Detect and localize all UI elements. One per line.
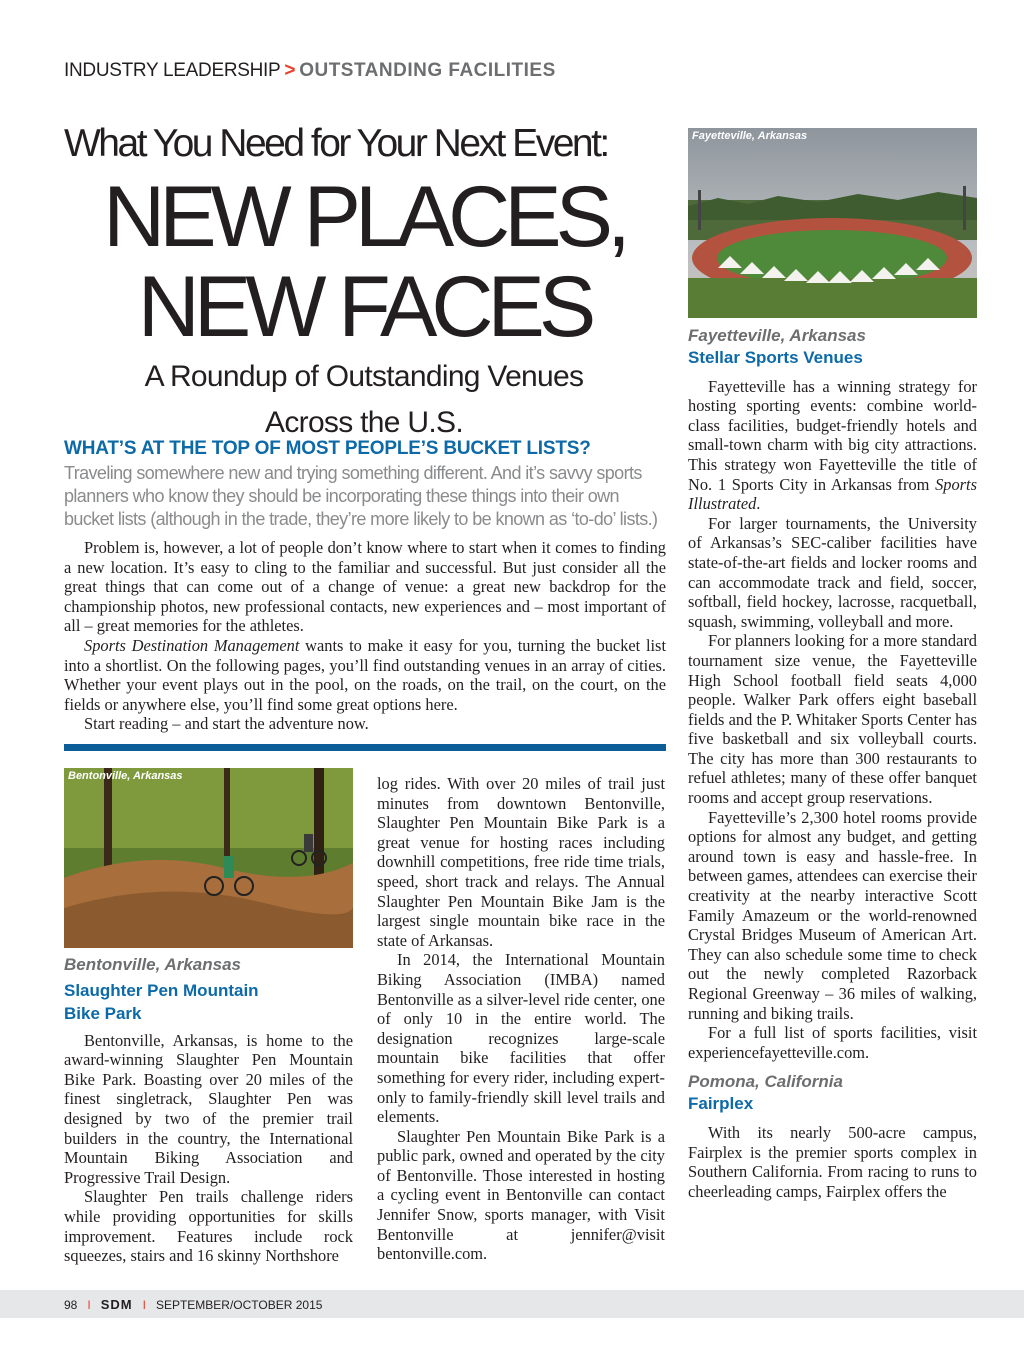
bentonville-column-1 (64, 955, 353, 1266)
body-paragraph: For larger tournaments, the University of Arkansas’s SEC-caliber facilities have state-of-the-art fields and locker rooms and can accommodate track and field, soccer, softball, field hockey, lacrosse, racquetball, squash, swimming, volleyball and more. (688, 513, 977, 631)
photo-caption: Bentonville, Arkansas (68, 770, 183, 782)
page-number: 98 (64, 1297, 78, 1312)
fayetteville-column (688, 326, 977, 1201)
body-paragraph: Fayetteville has a winning strategy for hosting sporting events: combine world-class facilities, budget-friendly hotels and small-town charm with big city attractions. This strategy won Fayetteville the title of No. 1 Sports City in Arkansas from Sports Illustrated. (688, 376, 977, 514)
publication-name: Sports Illustrated (688, 474, 977, 514)
section-label: INDUSTRY LEADERSHIP (64, 60, 281, 81)
title-line-2: NEW FACES (137, 259, 591, 355)
venue-name: Slaughter Pen Mountain (64, 980, 259, 1000)
venue-name: Stellar Sports Venues (688, 347, 863, 367)
magazine-logo: SDM (100, 1297, 133, 1312)
body-paragraph: For a full list of sports facilities, visit experiencefayetteville.com. (688, 1023, 977, 1062)
breadcrumb-separator: > (284, 60, 296, 81)
intro-paragraph: Sports Destination Management wants to make it easy for you, turning the bucket list into a shortlist. On the following pages, you’ll find outstanding venues in an array of cities. Whether your event plays out in the pool, on the roads, on the trail, on the court, on the fields or anywhere else, you’ll find some great options here. (64, 635, 666, 714)
article-title-block (64, 118, 664, 442)
bentonville-bike-photo (64, 768, 353, 948)
intro-body (64, 538, 666, 734)
location-label: Bentonville, Arkansas (64, 955, 241, 974)
footer-divider: I (142, 1297, 146, 1312)
location-label: Pomona, California (688, 1072, 843, 1092)
photo-caption: Fayetteville, Arkansas (692, 130, 808, 142)
subtitle-line-2: Across the U.S. (265, 406, 463, 439)
location-label: Fayetteville, Arkansas (688, 326, 866, 345)
title-line-1: NEW PLACES, (103, 169, 625, 265)
body-paragraph: Slaughter Pen Mountain Bike Park is a public park, owned and operated by the city of Bentonville. Those interested in hosting a cycling event in Bentonville can contact Jennifer Snow, sports manager, with Visit Bentonville at jennifer@visit bentonville.com. (377, 1126, 665, 1264)
venue-name: Fairplex (688, 1093, 754, 1113)
body-paragraph: In 2014, the International Mountain Biking Association (IMBA) named Bentonville as a silver-level ride center, one of only 10 in the entire world. The designation recognizes large-scale mountain bike facilities that offer something for every rider, including expert-only to family-friendly skill level trails and elements. (377, 950, 666, 1127)
publication-name: Sports Destination Management (84, 635, 300, 655)
issue-date: SEPTEMBER/OCTOBER 2015 (155, 1297, 323, 1312)
section-breadcrumb (64, 60, 556, 82)
body-paragraph: For planners looking for a more standard tournament size venue, the Fayetteville High School football field seats 4,000 people. Walker Park offers eight baseball fields and the P. Whitaker Sports Center has five basketball and six volleyball courts. The city has more than 300 restaurants to refuel athletes; many of these offer banquet rooms and accept group reservations. (688, 631, 977, 808)
body-paragraph: With its nearly 500-acre campus, Fairplex is the premier sports complex in Southern California. From racing to runs to cheerleading camps, Fairplex offers the (688, 1122, 977, 1201)
intro-paragraph: Start reading – and start the adventure now. (84, 714, 369, 734)
body-paragraph: log rides. With over 20 miles of trail just minutes from downtown Bentonville, Slaughter Pen Mountain Bike Park is a great venue for hosting races including downhill competitions, free ride time trials, speed, short track and relays. The Annual Slaughter Pen Mountain Bike Jam is the largest single mountain bike race in the state of Arkansas. (377, 774, 665, 950)
body-paragraph: Fayetteville’s 2,300 hotel rooms provide options for almost any budget, and getting around town is easy and hassle-free. In between games, attendees can exercise their creativity at the nearby interactive Scott Family Amazeum or the world-renowned Crystal Bridges Museum of American Art. They can also schedule some time to check out the newly completed Razorback Regional Greenway – 36 miles of walking, running and biking trails. (688, 807, 977, 1023)
title-kicker: What You Need for Your Next Event: (64, 122, 608, 165)
subtitle-line-1: A Roundup of Outstanding Venues (144, 360, 584, 393)
body-paragraph: Slaughter Pen trails challenge riders while providing opportunities for skills improvement. Features include rock squeezes, stairs and 16 skinny Northshore (64, 1187, 353, 1266)
intro-deck: Traveling somewhere new and trying something different. And it’s savvy sports planners who know they should be incorporating these things into their own bucket lists (although in the trade, they’re more likely to be known as ‘to-do’ lists.) (64, 463, 658, 529)
body-paragraph: Bentonville, Arkansas, is home to the award-winning Slaughter Pen Mountain Bike Park. Boasting over 20 miles of the finest singletrack, Slaughter Pen was designed by two of the premier trail builders in the country, the International Mountain Biking Association and Progressive Trail Design. (64, 1030, 353, 1187)
intro-heading: WHAT’S AT THE TOP OF MOST PEOPLE’S BUCKET LISTS? (64, 438, 591, 459)
section-current: OUTSTANDING FACILITIES (299, 60, 556, 81)
section-divider (64, 744, 666, 751)
intro-paragraph: Problem is, however, a lot of people don’t know where to start when it comes to finding a new location. It’s easy to cling to the familiar and successful. But just consider all the great things that can come out of a change of venue: a great new backdrop for the championship photos, new professional contacts, new experiences and – most important of all – great memories for the athletes. (64, 538, 666, 636)
fayetteville-stadium-photo (688, 128, 977, 318)
bentonville-column-2 (377, 774, 665, 1264)
venue-name: Bike Park (64, 1003, 142, 1023)
footer-divider: I (87, 1297, 91, 1312)
page-footer (0, 1290, 1024, 1318)
